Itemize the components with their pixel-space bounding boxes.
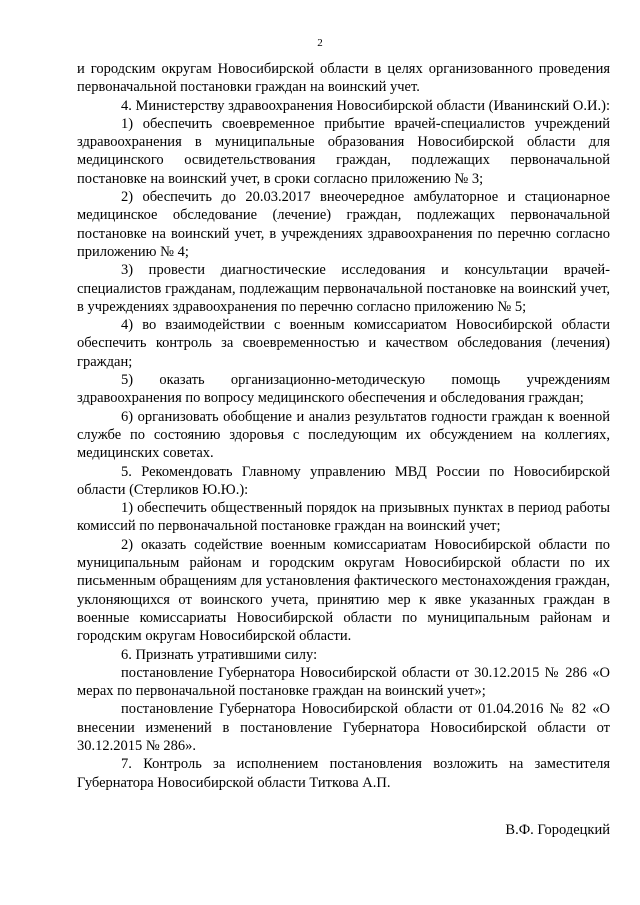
paragraph-item-7: 7. Контроль за исполнением постановления возложить на заместителя Губернатора Новосибирской области Титкова А.П. <box>77 756 610 791</box>
paragraph-item-4-6: 6) организовать обобщение и анализ результатов годности граждан к военной службе по состоянию здоровья с последующим их обсуждением на коллегиях, медицинских советах. <box>77 408 610 462</box>
paragraph-item-6: 6. Признать утратившими силу: <box>121 646 318 663</box>
paragraph-item-4: 4. Министерству здравоохранения Новосибирской области (Иванинский О.И.): <box>121 97 610 114</box>
paragraph-item-4-4: 4) во взаимодействии с военным комиссариатом Новосибирской области обеспечить контроль за своевременностью и качеством обследования (лечения) граждан; <box>77 317 610 370</box>
paragraph-item-4-1: 1) обеспечить своевременное прибытие врачей-специалистов учреждений здравоохранения в муниципальные образования Новосибирской области для медицинского освидетельствования граждан, подлежащих первоначальной постановке на воинский учет, в сроки согласно приложению № 3; <box>77 115 610 187</box>
paragraph-item-6-b: постановление Губернатора Новосибирской области от 01.04.2016 № 82 «О внесении изменений в постановление Губернатора Новосибирской области от 30.12.2015 № 286». <box>77 701 610 754</box>
paragraph-item-4-5: 5) оказать организационно-методическую помощь учреждениям здравоохранения по вопросу медицинского обеспечения и обследования граждан; <box>77 372 610 407</box>
document-body <box>77 60 610 792</box>
paragraph-item-6-a: постановление Губернатора Новосибирской области от 30.12.2015 № 286 «О мерах по первоначальной постановке граждан на воинский учет»; <box>77 664 610 700</box>
paragraph-item-4-2: 2) обеспечить до 20.03.2017 внеочередное амбулаторное и стационарное медицинское обследование (лечение) граждан, подлежащих первоначальной постановке на воинский учет, в учреждениях здравоохранения по перечню согласно приложению № 4; <box>77 189 610 260</box>
paragraph-continuation: и городским округам Новосибирской области в целях организованного проведения первоначальной постановки граждан на воинский учет. <box>77 61 610 96</box>
paragraph-item-5-1: 1) обеспечить общественный порядок на призывных пунктах в период работы комиссий по первоначальной постановке граждан на воинский учет; <box>77 500 610 535</box>
page-number: 2 <box>317 37 323 49</box>
paragraph-item-5: 5. Рекомендовать Главному управлению МВД России по Новосибирской области (Стерликов Ю.Ю.): <box>77 463 610 498</box>
paragraph-item-4-3: 3) провести диагностические исследования и консультации врачей-специалистов гражданам, подлежащим первоначальной постановке на воинский учет, в учреждениях здравоохранения по перечню согласно приложению № 5; <box>77 262 610 315</box>
paragraph-item-5-2: 2) оказать содействие военным комиссариатам Новосибирской области по муниципальным районам и городским округам Новосибирской области по их письменным обращениям для установления фактического местонахождения граждан, уклоняющихся от воинского учета, принятию мер к явке указанных граждан в военные комиссариаты Новосибирской области по муниципальным районам и городским округам Новосибирской области. <box>77 536 610 645</box>
signature-name: В.Ф. Городецкий <box>505 822 610 838</box>
